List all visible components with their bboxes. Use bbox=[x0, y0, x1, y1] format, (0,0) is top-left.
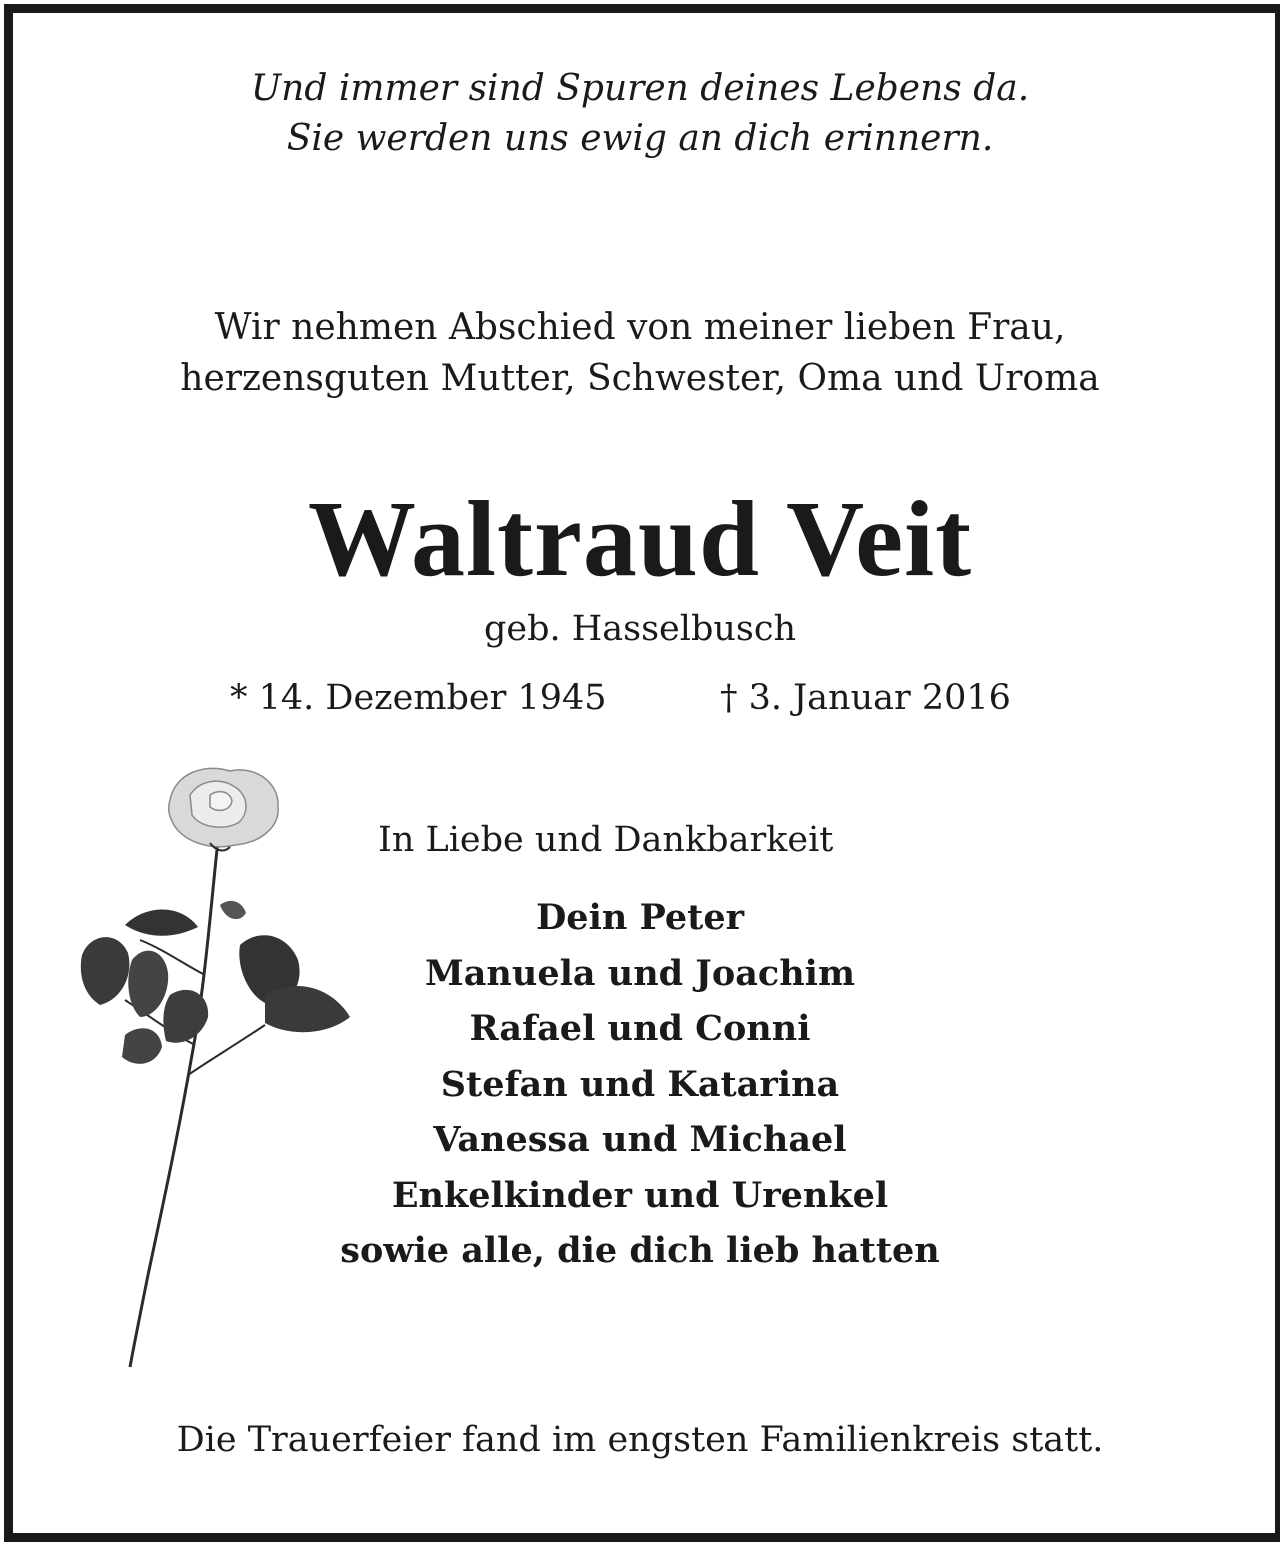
funeral-note: Die Trauerfeier fand im engsten Familienkreis statt. bbox=[176, 1420, 1104, 1460]
closing-phrase: In Liebe und Dankbarkeit bbox=[378, 820, 834, 860]
deceased-name: Waltraud Veit bbox=[307, 480, 973, 599]
mourner-line: sowie alle, die dich lieb hatten bbox=[340, 1230, 940, 1271]
mourners-list bbox=[0, 890, 1280, 1279]
motto-line-2: Sie werden uns ewig an dich erinnern. bbox=[286, 118, 994, 159]
motto-line-1: Und immer sind Spuren deines Lebens da. bbox=[250, 68, 1030, 109]
motto-verse bbox=[0, 64, 1280, 164]
mourner-line: Rafael und Conni bbox=[469, 1008, 811, 1049]
intro-line-2: herzensguten Mutter, Schwester, Oma und Uroma bbox=[180, 358, 1100, 399]
mourner-line: Vanessa und Michael bbox=[433, 1119, 847, 1160]
intro-line-1: Wir nehmen Abschied von meiner lieben Frau, bbox=[214, 307, 1066, 348]
birth-date: * 14. Dezember 1945 bbox=[230, 678, 607, 718]
mourner-line: Manuela und Joachim bbox=[425, 952, 855, 994]
mourner-line: Stefan und Katarina bbox=[440, 1063, 840, 1105]
mourner-line: Enkelkinder und Urenkel bbox=[391, 1174, 889, 1216]
farewell-intro bbox=[0, 302, 1280, 404]
mourner-line: Dein Peter bbox=[535, 897, 745, 938]
death-date: † 3. Januar 2016 bbox=[720, 678, 1011, 718]
birth-name: geb. Hasselbusch bbox=[483, 609, 797, 649]
